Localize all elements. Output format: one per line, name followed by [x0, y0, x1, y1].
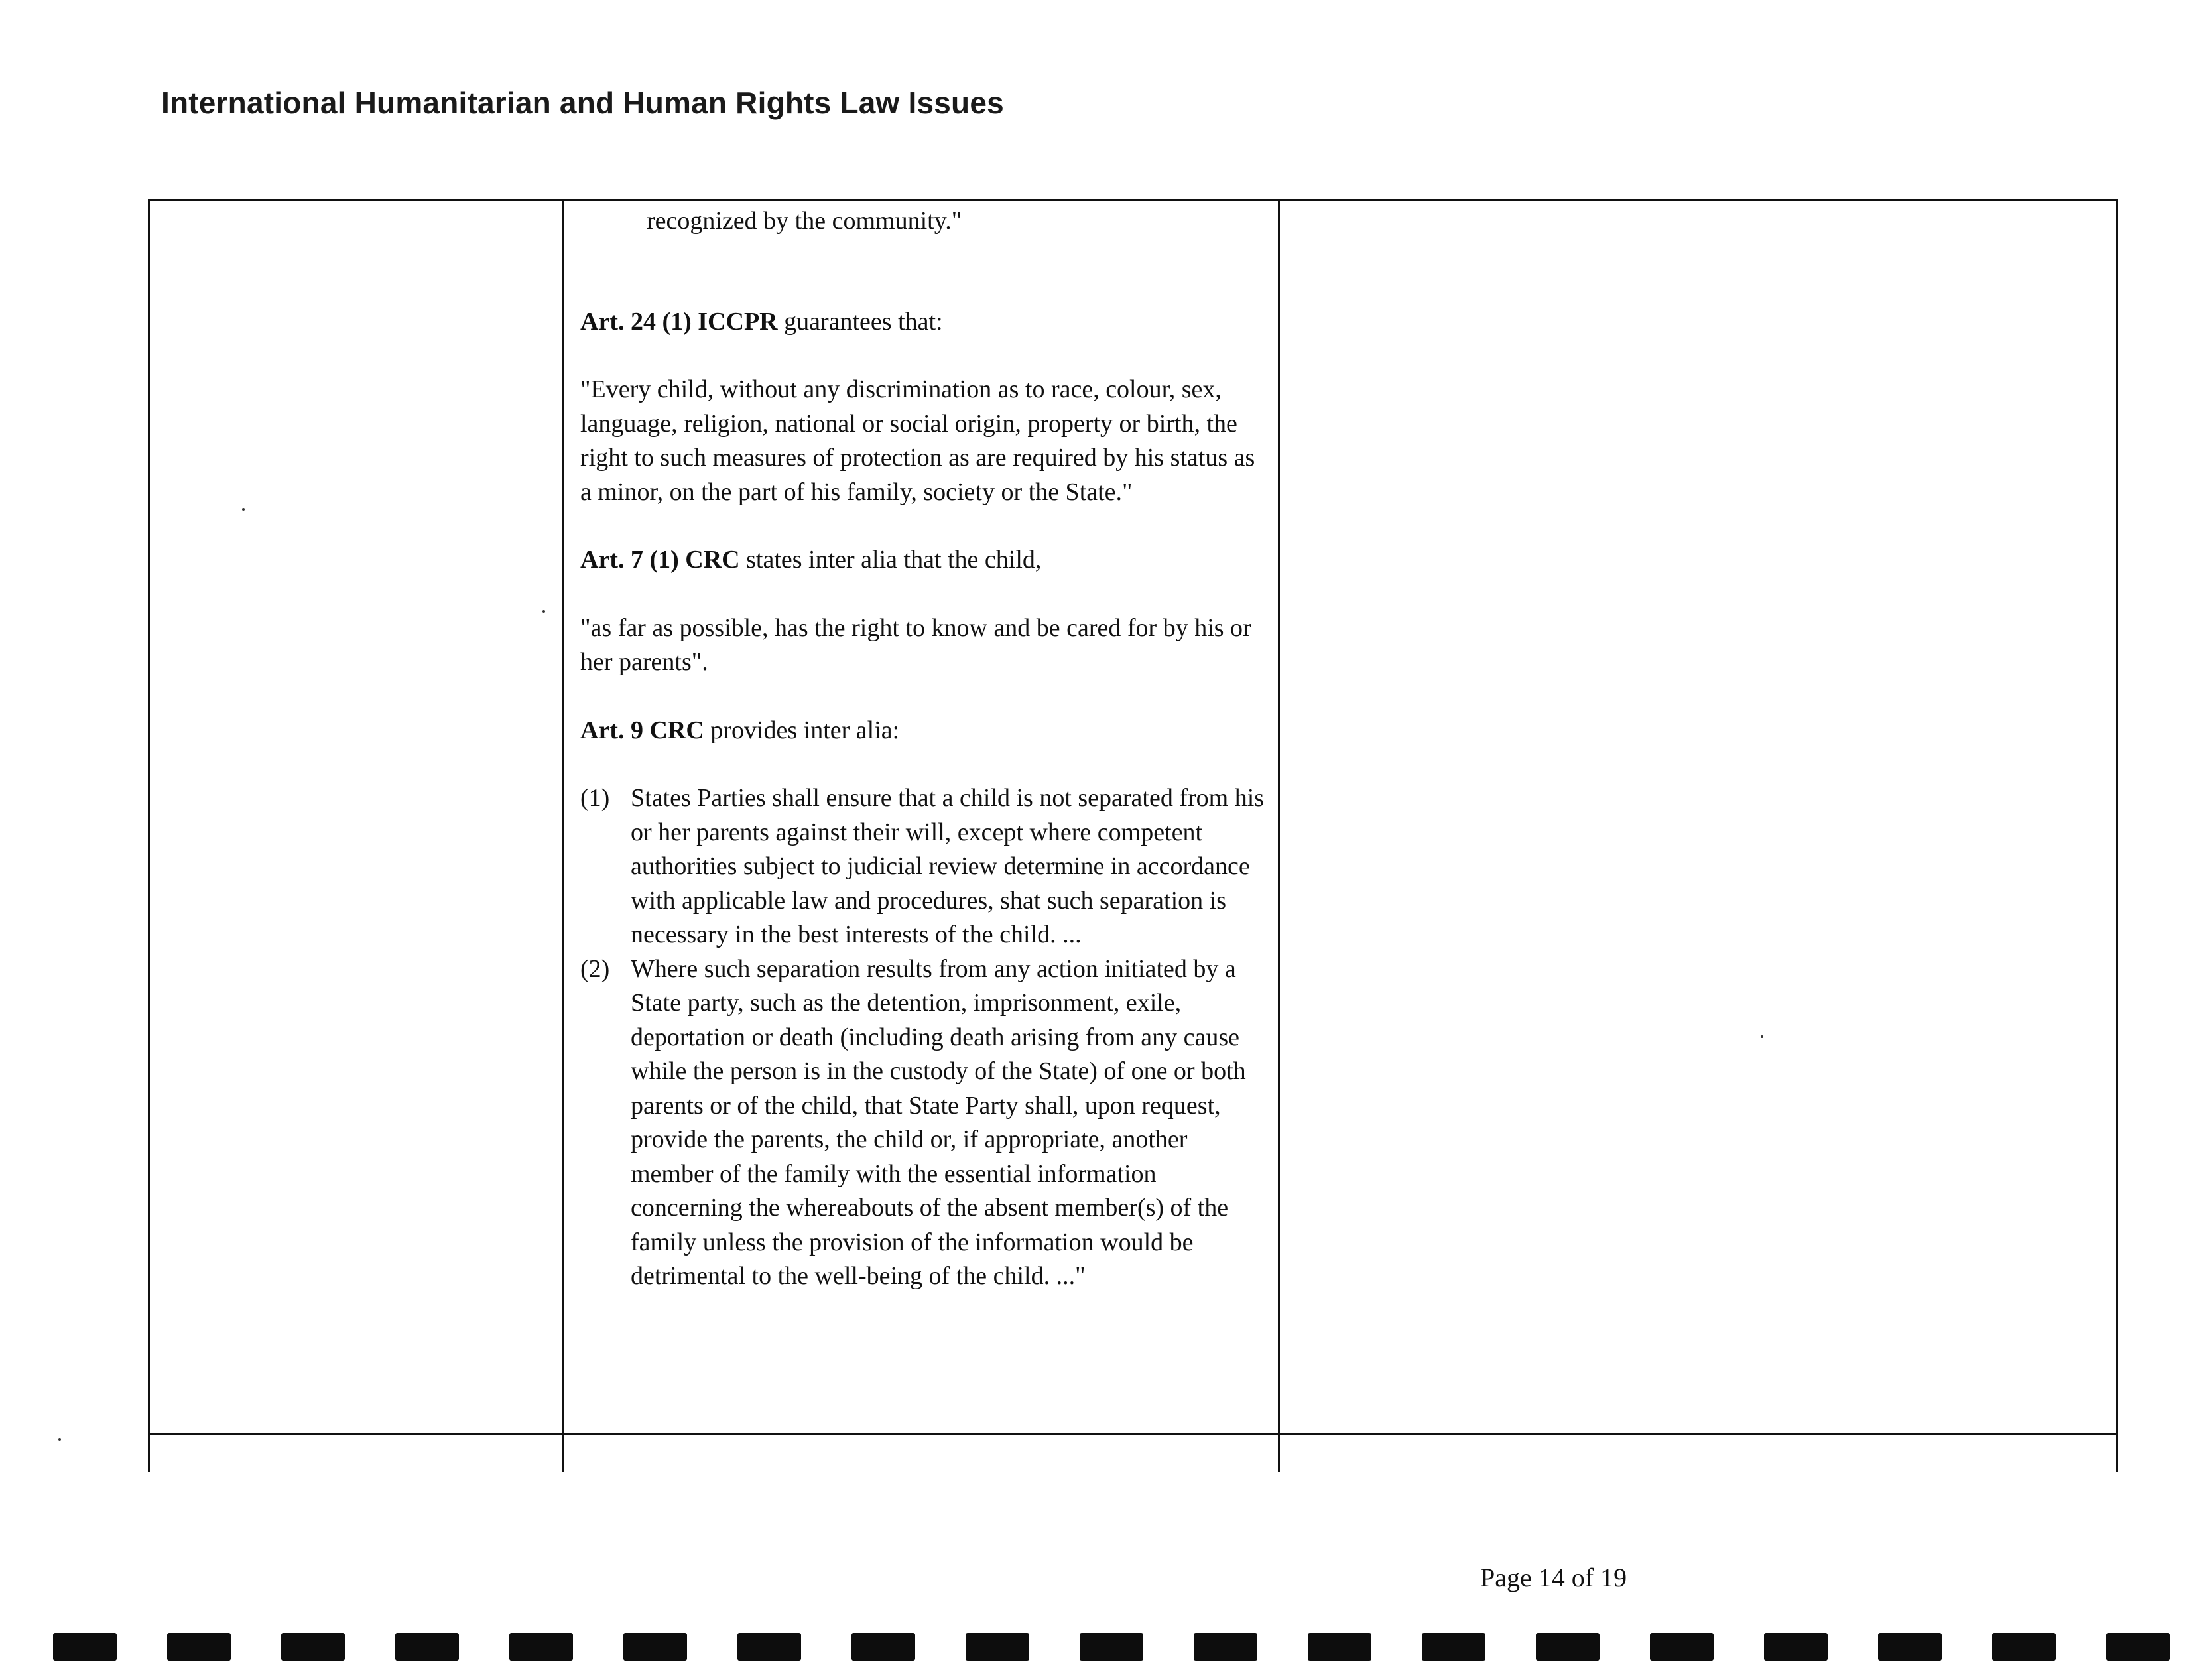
art7-reference: Art. 7 (1) CRC: [580, 546, 740, 574]
art24-heading: [580, 305, 1270, 340]
table-column-divider-1: [562, 199, 564, 1472]
list-item-number: (2): [580, 954, 610, 983]
scan-edge-dash: [1308, 1633, 1371, 1661]
continued-quote: recognized by the community.": [647, 207, 962, 235]
list-item-text: Where such separation results from any action initiated by a State party, such as the detention, imprisonment, exile, deportation or death (including death arising from any cause while the person is in the custody of the State) of one or both parents or of the child, that State Party shall, upon request, provide the parents, the child or, if appropriate, another member of the family with the essential information concerning the whereabouts of the absent member(s) of the family unless the provision of the information would be detrimental to the well-being of the child. ...": [631, 954, 1246, 1290]
scan-edge-dash: [167, 1633, 231, 1661]
page-header-title: International Humanitarian and Human Rights Law Issues: [161, 86, 1004, 120]
page-number: Page 14 of 19: [1480, 1563, 1627, 1592]
list-item: [580, 952, 1270, 1294]
scan-speck: [1761, 1035, 1763, 1038]
art24-intro: guarantees that:: [777, 307, 943, 336]
art9-heading: [580, 714, 1270, 748]
scan-edge-dash: [737, 1633, 801, 1661]
scan-edge-dash: [1080, 1633, 1143, 1661]
scan-edge-dash: [1422, 1633, 1485, 1661]
table-row-border: [148, 1433, 2118, 1435]
scan-edge-dash: [1878, 1633, 1942, 1661]
art7-quote: "as far as possible, has the right to know and be cared for by his or her parents".: [580, 614, 1251, 676]
scan-edge-dash: [851, 1633, 915, 1661]
scan-edge-dash: [53, 1633, 117, 1661]
scan-edge-dash: [395, 1633, 459, 1661]
list-item-number: (1): [580, 784, 610, 812]
art7-intro: states inter alia that the child,: [739, 546, 1042, 574]
scan-edge-dash: [1536, 1633, 1600, 1661]
list-item-text: States Parties shall ensure that a child is not separated from his or her parents against their will, except where competent authorities subject to judicial review determine in accordance with applicable law and procedures, shat such separation is necessary in the best interests of the child. ...: [631, 784, 1265, 948]
art9-list: [580, 781, 1270, 1294]
art24-reference: Art. 24 (1) ICCPR: [580, 307, 778, 336]
art9-intro: provides inter alia:: [704, 716, 900, 744]
scan-edge-dashes: [53, 1633, 2175, 1662]
scan-edge-dash: [1194, 1633, 1257, 1661]
scan-edge-dash: [1650, 1633, 1714, 1661]
art7-heading: [580, 543, 1270, 578]
scan-edge-dash: [281, 1633, 345, 1661]
scan-edge-dash: [623, 1633, 687, 1661]
table-column-divider-2: [1278, 199, 1280, 1472]
scan-speck: [58, 1438, 61, 1441]
table-right-border: [2116, 199, 2118, 1472]
art24-quote: "Every child, without any discrimination as to race, colour, sex, language, religion, national or social origin, property or birth, the right to such measures of protection as are required by his status as a minor, on the part of his family, society or the State.": [580, 375, 1255, 506]
table-left-border: [148, 199, 150, 1472]
scan-speck: [542, 610, 545, 613]
scan-edge-dash: [1992, 1633, 2056, 1661]
scan-edge-dash: [2106, 1633, 2170, 1661]
scan-edge-dash: [509, 1633, 573, 1661]
scan-edge-dash: [966, 1633, 1029, 1661]
scan-speck: [242, 508, 245, 511]
middle-cell-content: [580, 199, 1270, 1294]
list-item: [580, 781, 1270, 952]
art9-reference: Art. 9 CRC: [580, 716, 704, 744]
scan-edge-dash: [1764, 1633, 1828, 1661]
